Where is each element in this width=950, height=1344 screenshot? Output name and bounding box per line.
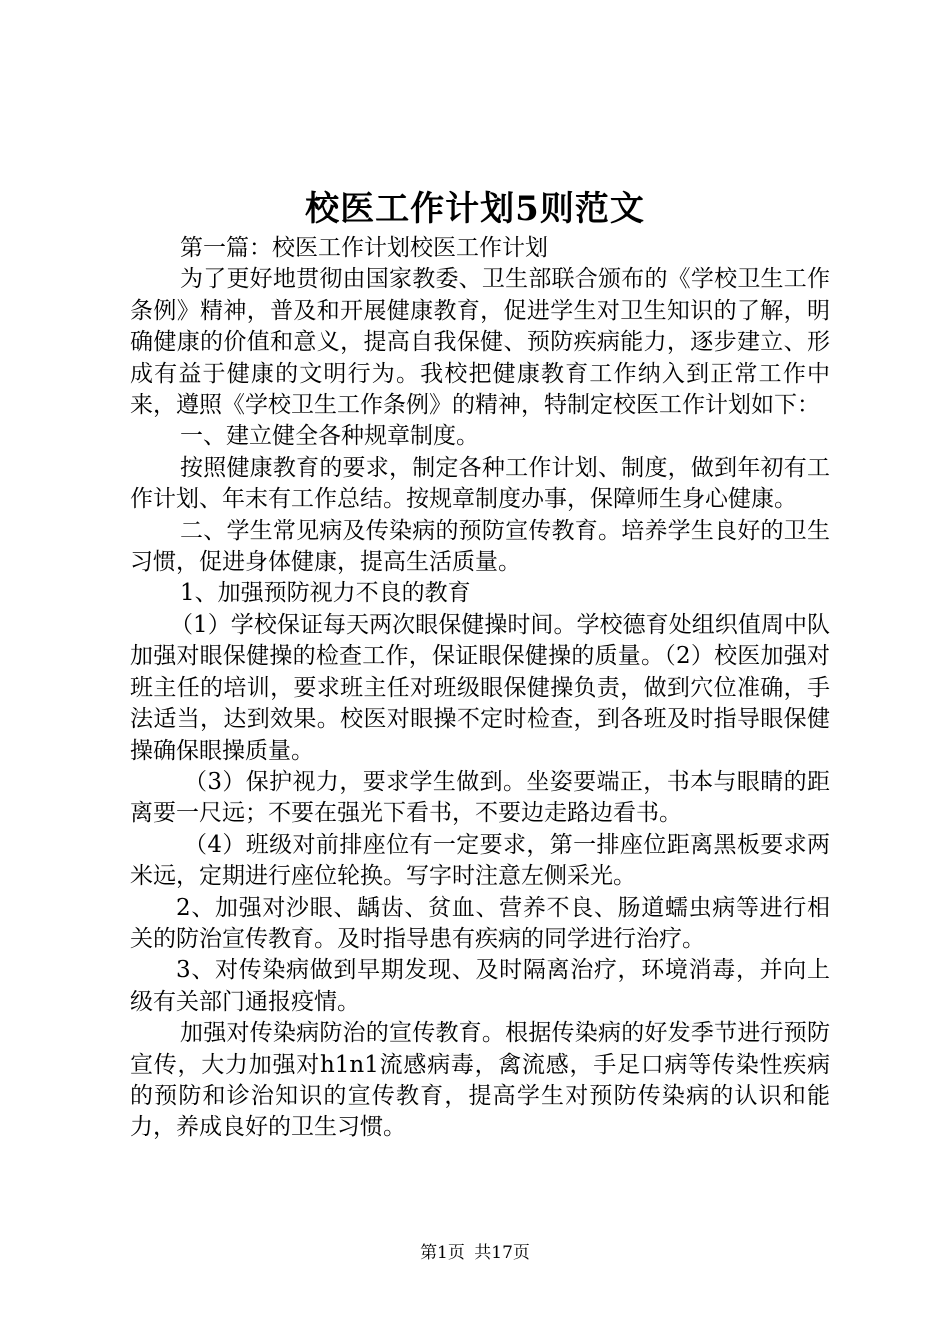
prevention-education-paragraph: 加强对传染病防治的宣传教育。根据传染病的好发季节进行预防宣传，大力加强对h1n1流感病毒，禽流感，手足口病等传染性疾病的预防和诊治知识的宣传教育，提高学生对预防传染病的认识和能力，养成良好的卫生习惯。 — [130, 1020, 830, 1141]
seating-paragraph: （4）班级对前排座位有一定要求，第一排座位距离黑板要求两米远，定期进行座位轮换。写字时注意左侧采光。 — [130, 831, 830, 890]
document-body — [130, 233, 830, 1144]
section-heading-first: 第一篇：校医工作计划校医工作计划 — [180, 235, 548, 261]
section-heading-two: 二、学生常见病及传染病的预防宣传教育。培养学生良好的卫生习惯，促进身体健康，提高生活质量。 — [130, 517, 830, 576]
rules-paragraph: 按照健康教育的要求，制定各种工作计划、制度，做到年初有工作计划、年末有工作总结。按规章制度办事，保障师生身心健康。 — [130, 454, 830, 513]
vision-protection-paragraph: （3）保护视力，要求学生做到。坐姿要端正，书本与眼睛的距离要一尺远；不要在强光下看书，不要边走路边看书。 — [130, 768, 830, 827]
intro-paragraph: 为了更好地贯彻由国家教委、卫生部联合颁布的《学校卫生工作条例》精神，普及和开展健康教育，促进学生对卫生知识的了解，明确健康的价值和意义，提高自我保健、预防疾病能力，逐步建立、形成有益于健康的文明行为。我校把健康教育工作纳入到正常工作中来，遵照《学校卫生工作条例》的精神，特制定校医工作计划如下： — [130, 266, 830, 419]
common-disease-paragraph: 2、加强对沙眼、龋齿、贫血、营养不良、肠道蠕虫病等进行相关的防治宣传教育。及时指导患有疾病的同学进行治疗。 — [130, 894, 830, 952]
page-number-footer: 第1页 共17页 — [420, 1243, 530, 1263]
infectious-disease-paragraph: 3、对传染病做到早期发现、及时隔离治疗，环境消毒，并向上级有关部门通报疫情。 — [130, 957, 830, 1015]
eye-exercise-paragraph: （1）学校保证每天两次眼保健操时间。学校德育处组织值周中队加强对眼保健操的检查工作，保证眼保健操的质量。（2）校医加强对班主任的培训，要求班主任对班级眼保健操负责，做到穴位准确，手法适当，达到效果。校医对眼操不定时检查，到各班及时指导眼保健操确保眼操质量。 — [130, 611, 830, 764]
subheading-vision: 1、加强预防视力不良的教育 — [180, 580, 471, 607]
section-heading-one: 一、建立健全各种规章制度。 — [180, 423, 479, 450]
document-title: 校医工作计划5则范文 — [305, 189, 645, 229]
